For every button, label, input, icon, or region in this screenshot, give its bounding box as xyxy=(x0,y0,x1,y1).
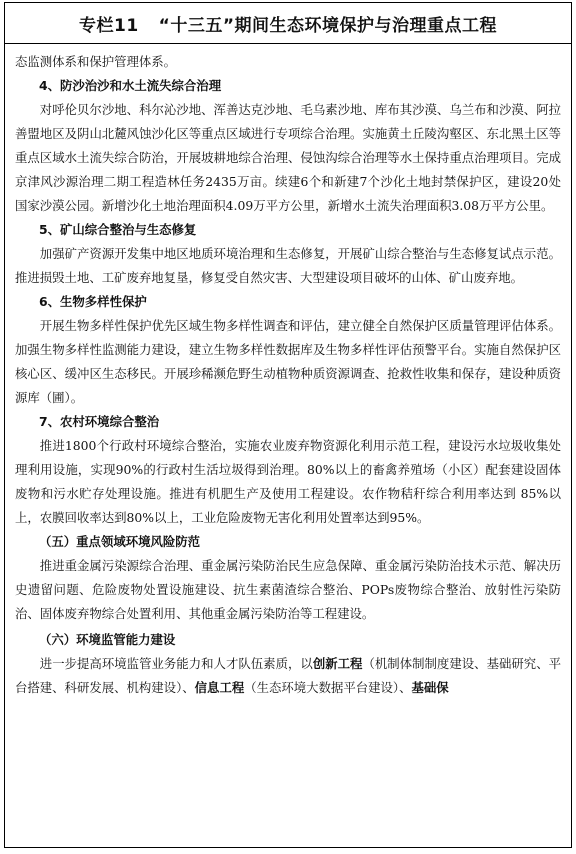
section-heading-six: （六）环境监管能力建设 xyxy=(39,632,176,647)
section-heading-7: 7、农村环境综合整治 xyxy=(39,414,160,429)
paragraph-4: 对呼伦贝尔沙地、科尔沁沙地、浑善达克沙地、毛乌素沙地、库布其沙漠、乌兰布和沙漠、阿拉善盟地区及阴山北麓风蚀沙化区等重点区域进行专项综合治理。实施黄土丘陵沟壑区、东北黑土区等重点区域水土流失综合防治，开展坡耕地综合治理、侵蚀沟综合治理等水土保持重点治理项目。完成京津风沙源治理二期工程造林任务2435万亩。续建6个和新建7个沙化土地封禁保护区，建设20处国家沙漠公园。新增沙化土地治理面积4.09万平方公里，新增水土流失治理面积3.08万平方公里。 xyxy=(15,102,561,213)
section-heading-five: （五）重点领域环境风险防范 xyxy=(39,534,201,549)
emphasis-foundation-project: 基础保 xyxy=(411,680,449,695)
paragraph-5: 加强矿产资源开发集中地区地质环境治理和生态修复，开展矿山综合整治与生态修复试点示范。推进损毁土地、工矿废弃地复垦，修复受自然灾害、大型建设项目破坏的山体、矿山废弃地。 xyxy=(15,246,561,285)
section-heading-4: 4、防沙治沙和水土流失综合治理 xyxy=(39,78,222,93)
paragraph-6: 开展生物多样性保护优先区域生物多样性调查和评估，建立健全自然保护区质量管理评估体系。加强生物多样性监测能力建设，建立生物多样性数据库及生物多样性评估预警平台。实施自然保护区核心区、缓冲区生态移民。开展珍稀濒危野生动植物种质资源调查、抢救性收集和保存，建设种质资源库（圃）。 xyxy=(15,318,561,405)
feature-box xyxy=(4,2,572,848)
paragraph-six-text-e: （生态环境大数据平台建设）、 xyxy=(244,680,412,695)
box-header xyxy=(5,3,571,44)
section-heading-6: 6、生物多样性保护 xyxy=(39,294,147,309)
box-body xyxy=(5,44,571,700)
paragraph-continued: 态监测体系和保护管理体系。 xyxy=(15,54,177,69)
section-heading-5: 5、矿山综合整治与生态修复 xyxy=(39,222,197,237)
paragraph-five: 推进重金属污染源综合治理、重金属污染防治民生应急保障、重金属污染防治技术示范、解决历史遗留问题、危险废物处置设施建设、抗生素菌渣综合整治、POPs废物综合整治、放射性污染防治、固体废弃物综合处置利用、其他重金属污染防治等工程建设。 xyxy=(15,558,561,621)
paragraph-six-text-c: （机制体制制度建设、基础研究、平台搭建、科研发展、机构建设）、 xyxy=(15,656,562,695)
paragraph-six-text-a: 进一步提高环境监管业务能力和人才队伍素质，以 xyxy=(39,656,313,671)
box-label: 专栏11 xyxy=(78,15,139,36)
box-title: “十三五”期间生态环境保护与治理重点工程 xyxy=(158,15,498,36)
emphasis-information-project: 信息工程 xyxy=(194,680,245,695)
paragraph-7: 推进1800个行政村环境综合整治，实施农业废弃物资源化利用示范工程，建设污水垃圾收集处理利用设施，实现90%的行政村生活垃圾得到治理。80%以上的畜禽养殖场（小区）配套建设固体废物和污水贮存处理设施。推进有机肥生产及使用工程建设。农作物秸秆综合利用率达到 85%以上，农膜回收率达到80%以上，工业危险废物无害化利用处置率达到95%。 xyxy=(15,438,561,525)
paragraph-six xyxy=(15,652,561,700)
emphasis-innovation-project: 创新工程 xyxy=(312,656,363,671)
